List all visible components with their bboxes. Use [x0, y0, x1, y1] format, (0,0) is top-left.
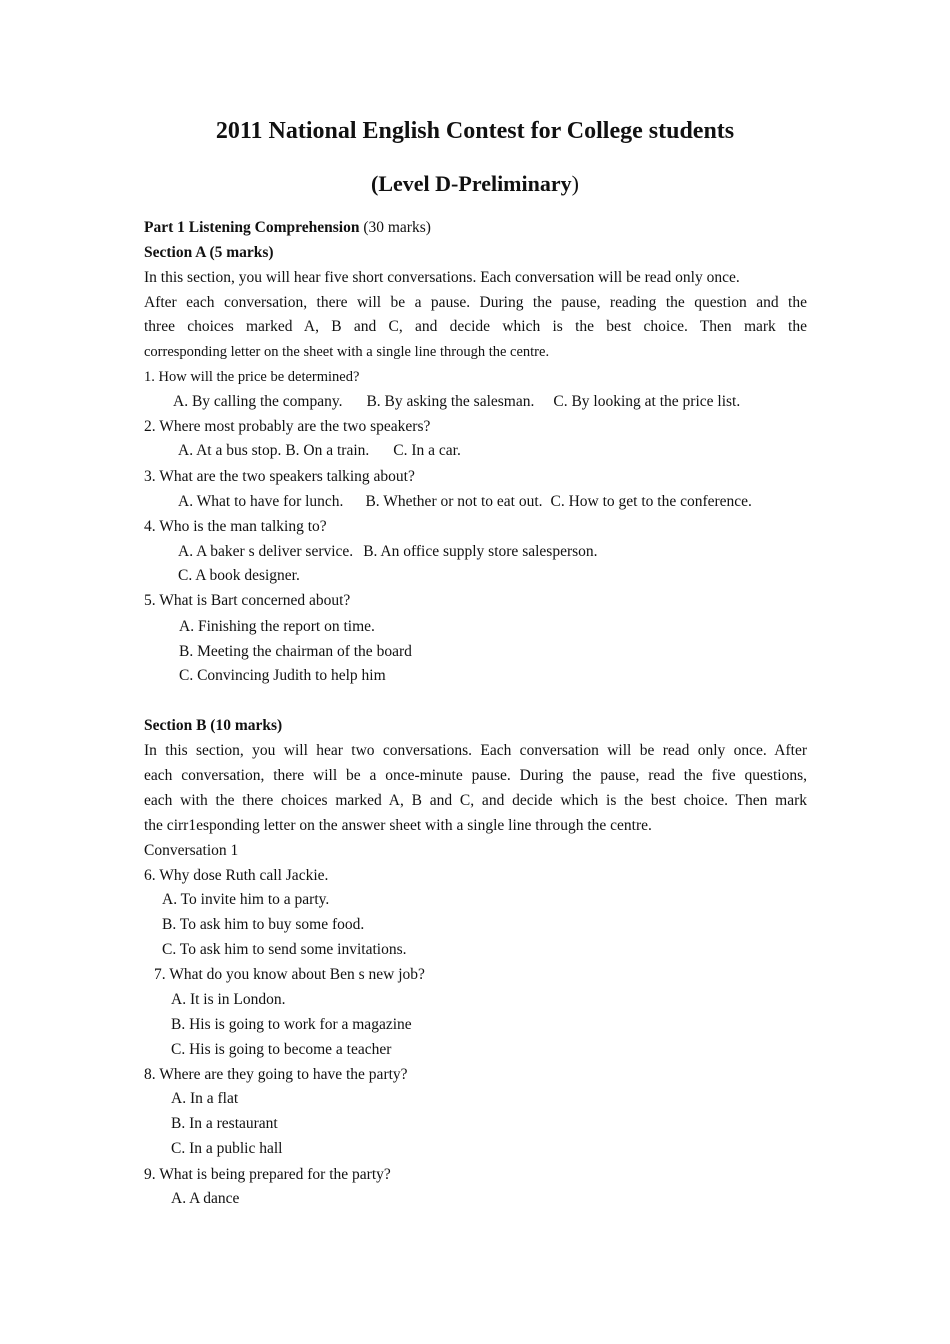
option: B. Meeting the chairman of the board: [179, 643, 412, 660]
option: C. How to get to the conference.: [550, 493, 752, 510]
option: A. In a flat: [171, 1090, 239, 1107]
sectionB-instruction-line: In this section, you will hear two conversations. Each conversation will be read only once. After: [144, 742, 807, 759]
part1-heading: [144, 218, 431, 238]
question-stem: 6. Why dose Ruth call Jackie.: [144, 867, 329, 884]
subtitle-text: (Level D-Preliminary: [371, 171, 572, 196]
sectionA-instruction-line: After each conversation, there will be a pause. During the pause, reading the question and the: [144, 294, 807, 311]
option-row: [178, 542, 598, 562]
sectionA-heading: [144, 243, 274, 263]
question-stem: 3. What are the two speakers talking about?: [144, 468, 415, 485]
sectionA-instruction-line: corresponding letter on the sheet with a single line through the centre.: [144, 344, 550, 360]
option-row: [178, 441, 461, 461]
sectionB-instruction-line: each conversation, there will be a once-minute pause. During the pause, read the five questions,: [144, 767, 807, 784]
question-stem: 8. Where are they going to have the party?: [144, 1066, 408, 1083]
part1-marks: (30 marks): [359, 219, 431, 236]
sectionB-instruction-line: the cirr1esponding letter on the answer sheet with a single line through the centre.: [144, 817, 652, 834]
option: A. To invite him to a party.: [162, 891, 330, 908]
option: C. To ask him to send some invitations.: [162, 941, 407, 958]
option-row: [173, 392, 740, 412]
sectionA-instruction-line: three choices marked A, B and C, and decide which is the best choice. Then mark the: [144, 318, 807, 335]
option: B. By asking the salesman.: [366, 393, 535, 410]
option: C. In a car.: [393, 442, 461, 459]
page-title: 2011 National English Contest for College students: [215, 118, 735, 144]
option: B. Whether or not to eat out.: [365, 493, 543, 510]
option: A. It is in London.: [171, 991, 286, 1008]
option: B. In a restaurant: [171, 1115, 278, 1132]
option: A. By calling the company.: [173, 393, 343, 410]
sectionB-instruction-line: each with the there choices marked A, B and C, and decide which is the best choice. Then mark: [144, 792, 807, 809]
page-subtitle: [0, 171, 950, 197]
option: C. In a public hall: [171, 1140, 283, 1157]
subtitle-paren: ): [571, 171, 579, 196]
question-stem: 1. How will the price be determined?: [144, 369, 360, 385]
question-stem: 9. What is being prepared for the party?: [144, 1166, 391, 1183]
option-row: [178, 492, 752, 512]
option: B. On a train.: [285, 442, 370, 459]
option: A. A baker s deliver service.: [178, 543, 354, 560]
part1-label: Part 1 Listening Comprehension: [144, 219, 360, 236]
option: C. A book designer.: [178, 567, 300, 584]
question-stem: 2. Where most probably are the two speakers?: [144, 418, 431, 435]
question-stem: 4. Who is the man talking to?: [144, 518, 327, 535]
sectionB-heading-text: Section B (10 marks): [144, 717, 283, 734]
sectionA-instruction-line: In this section, you will hear five short conversations. Each conversation will be read only once.: [144, 269, 740, 286]
option: C. His is going to become a teacher: [171, 1041, 392, 1058]
sectionA-heading-text: Section A (5 marks): [144, 244, 274, 261]
option: A. What to have for lunch.: [178, 493, 344, 510]
option: B. To ask him to buy some food.: [162, 916, 365, 933]
option: B. His is going to work for a magazine: [171, 1016, 412, 1033]
question-stem: 5. What is Bart concerned about?: [144, 592, 351, 609]
option: B. An office supply store salesperson.: [363, 543, 598, 560]
option: C. By looking at the price list.: [553, 393, 741, 410]
option: A. Finishing the report on time.: [179, 618, 375, 635]
conversation-label: Conversation 1: [144, 842, 239, 859]
sectionB-heading: [144, 716, 282, 736]
question-stem: 7. What do you know about Ben s new job?: [154, 966, 425, 983]
option: A. At a bus stop.: [178, 442, 282, 459]
option: C. Convincing Judith to help him: [179, 667, 386, 684]
option: A. A dance: [171, 1190, 240, 1207]
